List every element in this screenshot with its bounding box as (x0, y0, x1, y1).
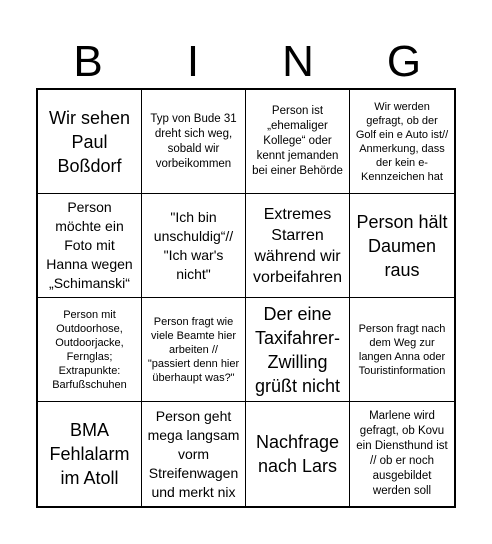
cell-text: Wir werden gefragt, ob der Golf ein e Auto ist// Anmerkung, dass der kein e-Kennzeichen hat (355, 100, 449, 183)
cell-text: Person fragt nach dem Weg zur langen Anna oder Touristinformation (358, 322, 446, 377)
header-letter-g: G (386, 37, 422, 86)
bingo-card (36, 88, 456, 508)
bingo-cell[interactable] (38, 90, 142, 194)
header-letter-n: N (282, 37, 314, 86)
bingo-cell[interactable] (350, 194, 454, 298)
bingo-cell[interactable] (38, 194, 142, 298)
cell-text: BMA Fehlalarm im Atoll (49, 420, 130, 488)
cell-text: Person mit Outdoorhose, Outdoorjacke, Fernglas; Extrapunkte: Barfußschuhen (52, 308, 127, 391)
bingo-cell[interactable] (142, 194, 246, 298)
bingo-cell[interactable] (142, 402, 246, 506)
cell-text: Person möchte ein Foto mit Hanna wegen „Schimanski“ (46, 199, 133, 291)
bingo-cell[interactable] (350, 402, 454, 506)
cell-text: Person fragt wie viele Beamte hier arbeiten // "passiert denn hier überhaupt was?" (147, 315, 240, 384)
bingo-cell[interactable] (246, 194, 350, 298)
cell-text: Person ist „ehemaliger Kollege“ oder kennt jemanden bei einer Behörde (252, 105, 343, 177)
bingo-cell[interactable] (38, 298, 142, 402)
bingo-cell[interactable] (142, 298, 246, 402)
bingo-cell[interactable] (350, 298, 454, 402)
cell-text: Person hält Daumen raus (356, 211, 448, 280)
bingo-cell[interactable] (350, 90, 454, 194)
bingo-header (36, 38, 456, 86)
cell-text: "Ich bin unschuldig“// "Ich war's nicht" (153, 208, 234, 282)
header-letter-b: B (73, 37, 103, 86)
cell-text: Person geht mega langsam vorm Streifenwagen und merkt nix (147, 407, 240, 500)
cell-text: Der eine Taxifahrer-Zwilling grüßt nicht (254, 303, 341, 396)
cell-text: Wir sehen Paul Boßdorf (48, 107, 131, 176)
header-letter-i: I (186, 37, 200, 86)
bingo-cell[interactable] (246, 298, 350, 402)
bingo-cell[interactable] (38, 402, 142, 506)
bingo-cell[interactable] (246, 90, 350, 194)
cell-text: Nachfrage nach Lars (255, 432, 340, 476)
cell-text: Extremes Starren während wir vorbeifahren (253, 205, 342, 286)
cell-text: Marlene wird gefragt, ob Kovu ein Diensthund ist // ob er noch ausgebildet werden soll (356, 410, 448, 497)
bingo-cell[interactable] (246, 402, 350, 506)
bingo-cell[interactable] (142, 90, 246, 194)
cell-text: Typ von Bude 31 dreht sich weg, sobald wir vorbeikommen (150, 112, 237, 170)
